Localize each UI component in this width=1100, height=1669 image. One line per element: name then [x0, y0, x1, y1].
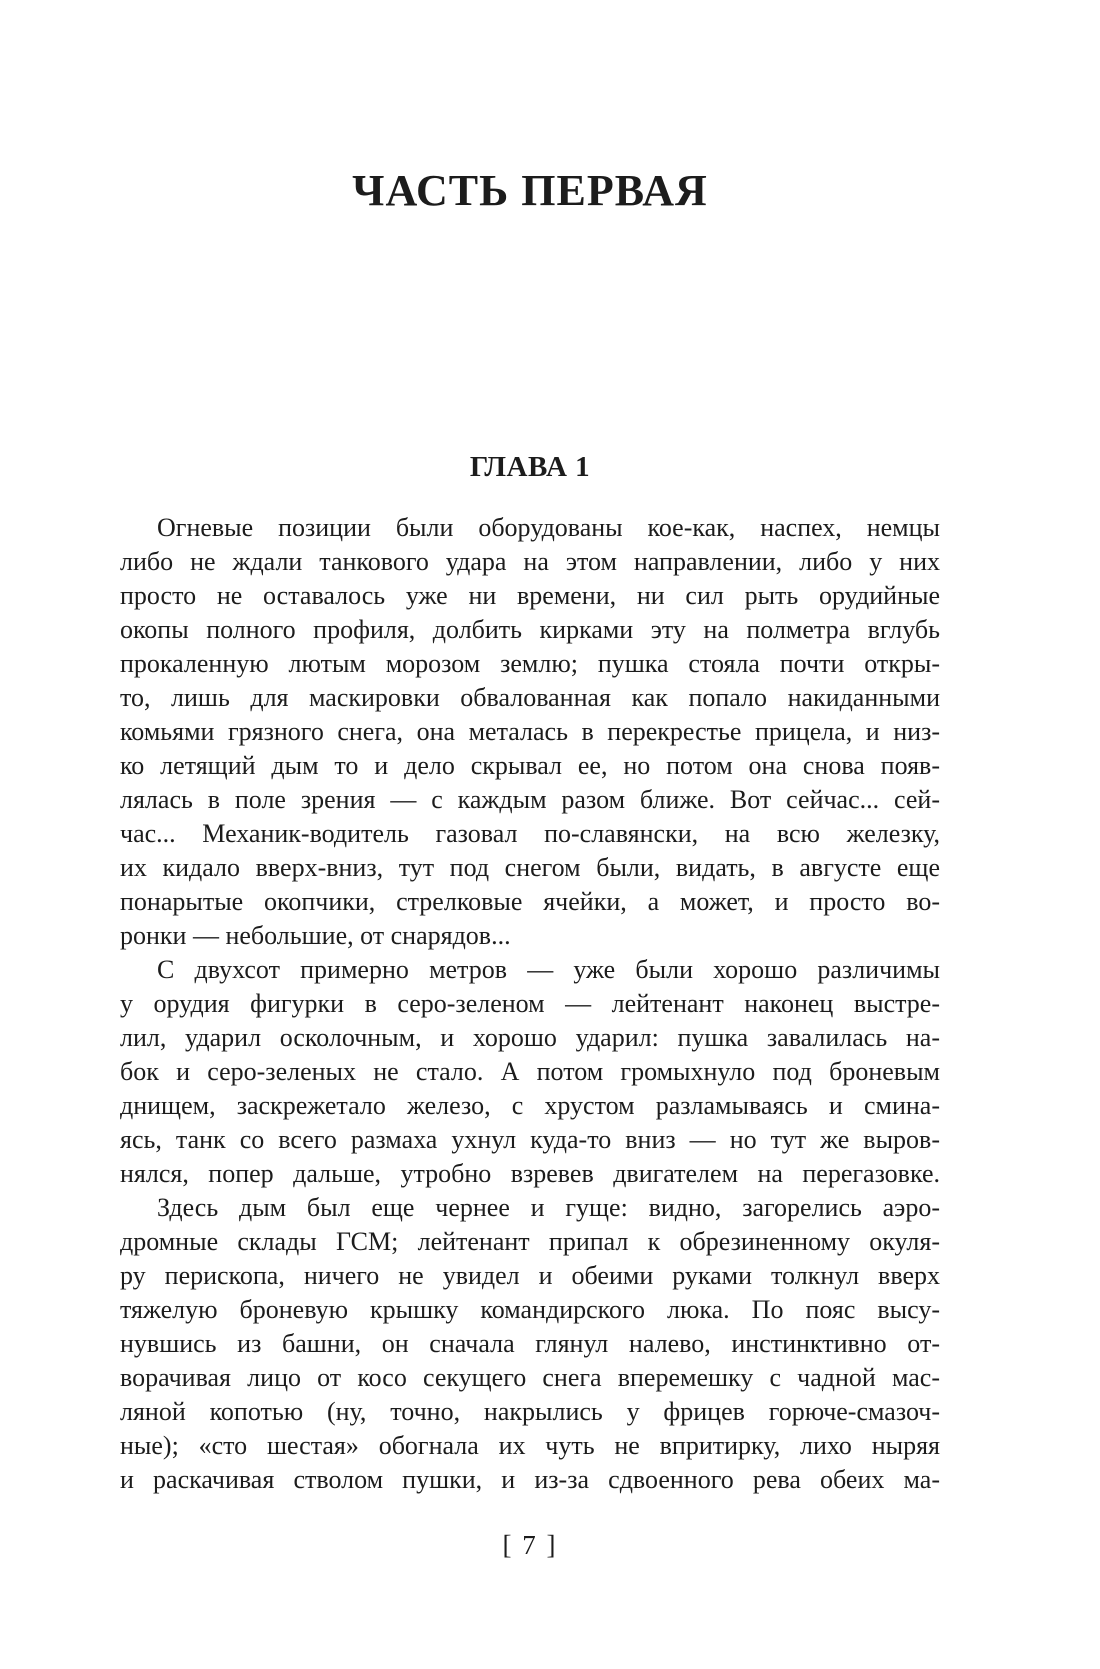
text-line: дромные склады ГСМ; лейтенант припал к обрезиненному окуля- — [120, 1227, 940, 1256]
text-line: и раскачивая стволом пушки, и из-за сдвоенного рева обеих ма- — [120, 1465, 940, 1494]
text-line: час... Механик-водитель газовал по-славянски, на всю железку, — [120, 819, 940, 848]
text-line: то, лишь для маскировки обвалованная как попало накиданными — [120, 683, 940, 712]
paragraph — [120, 1191, 940, 1497]
text-line: Здесь дым был еще чернее и гуще: видно, загорелись аэро- — [157, 1193, 940, 1222]
text-line: их кидало вверх-вниз, тут под снегом были, видать, в августе еще — [120, 853, 940, 882]
text-line: лялась в поле зрения — с каждым разом ближе. Вот сейчас... сей- — [120, 785, 940, 814]
paragraph — [120, 511, 940, 953]
text-line: окопы полного профиля, долбить кирками эту на полметра вглубь — [120, 615, 940, 644]
text-line: Огневые позиции были оборудованы кое-как, наспех, немцы — [157, 513, 940, 542]
body-text — [120, 511, 940, 1497]
text-line: у орудия фигурки в серо-зеленом — лейтенант наконец выстре- — [120, 989, 940, 1018]
text-line: понарытые окопчики, стрелковые ячейки, а может, и просто во- — [120, 887, 940, 916]
text-line: ру перископа, ничего не увидел и обеими руками толкнул вверх — [120, 1261, 940, 1290]
paragraph — [120, 953, 940, 1191]
text-line: ные); «сто шестая» обогнала их чуть не впритирку, лихо ныряя — [120, 1431, 940, 1460]
text-line: комьями грязного снега, она металась в перекрестье прицела, и низ- — [120, 717, 940, 746]
text-line: ляной копотью (ну, точно, накрылись у фрицев горюче-смазоч- — [120, 1397, 940, 1426]
text-line: С двухсот примерно метров — уже были хорошо различимы — [157, 955, 940, 984]
text-line: ворачивая лицо от косо секущего снега вперемешку с чадной мас- — [120, 1363, 940, 1392]
text-line: нялся, попер дальше, утробно взревев двигателем на перегазовке. — [120, 1159, 940, 1188]
chapter-title: ГЛАВА 1 — [469, 451, 591, 483]
text-line: прокаленную лютым морозом землю; пушка стояла почти откры- — [120, 649, 940, 678]
text-line: либо не ждали танкового удара на этом направлении, либо у них — [120, 547, 940, 576]
text-line: лил, ударил осколочным, и хорошо ударил: пушка завалилась на- — [120, 1023, 940, 1052]
text-line: тяжелую броневую крышку командирского люка. По пояс высу- — [120, 1295, 940, 1324]
text-line: нувшись из башни, он сначала глянул налево, инстинктивно от- — [120, 1329, 940, 1358]
text-line: ко летящий дым то и дело скрывал ее, но потом она снова появ- — [120, 751, 940, 780]
text-line: бок и серо-зеленых не стало. А потом громыхнуло под броневым — [120, 1057, 940, 1086]
text-line: просто не оставалось уже ни времени, ни сил рыть орудийные — [120, 581, 940, 610]
text-line: ясь, танк со всего размаха ухнул куда-то вниз — но тут же выров- — [120, 1125, 940, 1154]
text-line: ронки — небольшие, от снарядов... — [120, 921, 511, 950]
page-number: [ 7 ] — [502, 1530, 558, 1560]
part-title: ЧАСТЬ ПЕРВАЯ — [352, 166, 708, 215]
text-line: днищем, заскрежетало железо, с хрустом разламываясь и смина- — [120, 1091, 940, 1120]
